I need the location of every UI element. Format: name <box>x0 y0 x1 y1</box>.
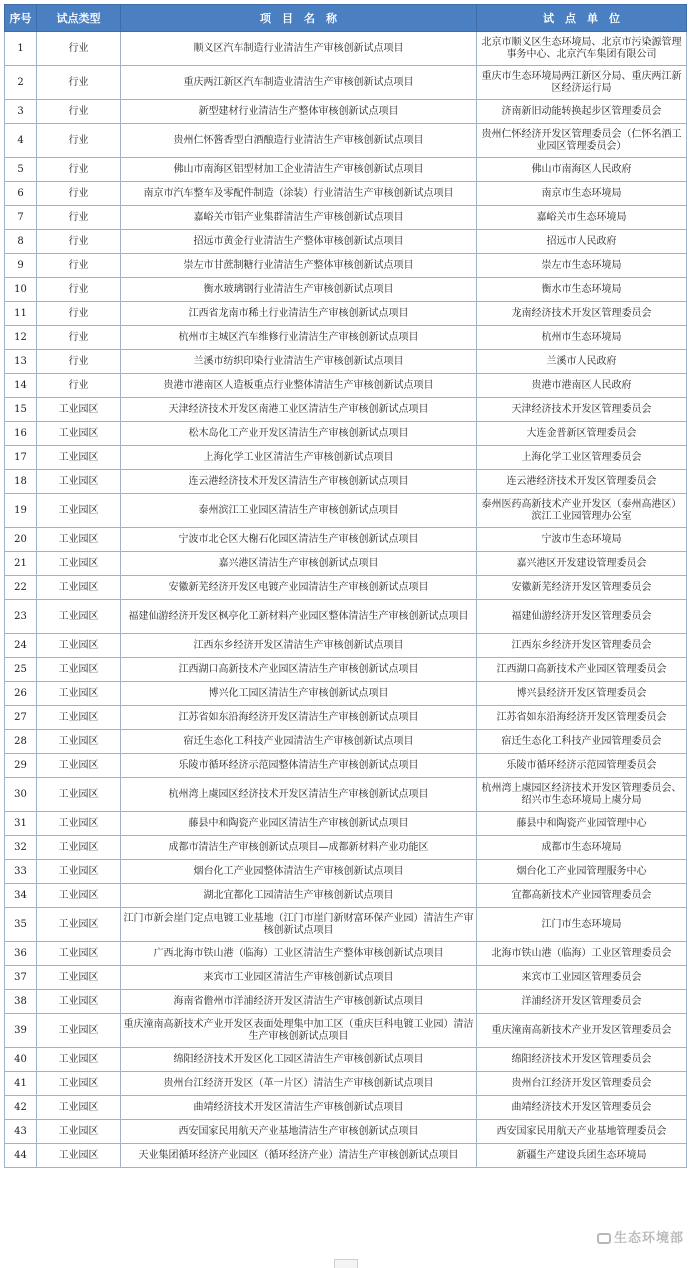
row-project-name: 上海化学工业区清洁生产审核创新试点项目 <box>121 446 477 470</box>
table-row <box>5 860 687 884</box>
row-type: 行业 <box>37 100 121 124</box>
row-project-name: 衡水玻璃钢行业清洁生产审核创新试点项目 <box>121 278 477 302</box>
row-type: 工业园区 <box>37 576 121 600</box>
row-no: 18 <box>5 470 37 494</box>
row-no: 23 <box>5 600 37 634</box>
row-type: 行业 <box>37 230 121 254</box>
row-type: 工业园区 <box>37 1072 121 1096</box>
row-unit: 连云港经济技术开发区管理委员会 <box>477 470 687 494</box>
row-project-name: 乐陵市循环经济示范园整体清洁生产审核创新试点项目 <box>121 754 477 778</box>
table-row <box>5 1144 687 1168</box>
table-row <box>5 908 687 942</box>
table-row <box>5 302 687 326</box>
row-unit: 洋浦经济开发区管理委员会 <box>477 990 687 1014</box>
row-project-name: 连云港经济技术开发区清洁生产审核创新试点项目 <box>121 470 477 494</box>
row-no: 24 <box>5 634 37 658</box>
row-unit: 杭州湾上虞园区经济技术开发区管理委员会、绍兴市生态环境局上虞分局 <box>477 778 687 812</box>
row-project-name: 佛山市南海区铝型材加工企业清洁生产审核创新试点项目 <box>121 158 477 182</box>
row-type: 工业园区 <box>37 470 121 494</box>
row-project-name: 来宾市工业园区清洁生产审核创新试点项目 <box>121 966 477 990</box>
row-no: 40 <box>5 1048 37 1072</box>
row-unit: 贵港市港南区人民政府 <box>477 374 687 398</box>
row-unit: 天津经济技术开发区管理委员会 <box>477 398 687 422</box>
table-row <box>5 836 687 860</box>
row-type: 行业 <box>37 66 121 100</box>
row-no: 15 <box>5 398 37 422</box>
table-body <box>5 32 687 1168</box>
row-no: 32 <box>5 836 37 860</box>
table-row <box>5 398 687 422</box>
row-project-name: 重庆潼南高新技术产业开发区表面处理集中加工区（重庆巨科电镀工业园）清洁生产审核创新试点项目 <box>121 1014 477 1048</box>
table-row <box>5 884 687 908</box>
table-row <box>5 278 687 302</box>
row-project-name: 福建仙游经济开发区枫亭化工新材料产业园区整体清洁生产审核创新试点项目 <box>121 600 477 634</box>
row-unit: 衡水市生态环境局 <box>477 278 687 302</box>
row-type: 工业园区 <box>37 860 121 884</box>
row-type: 工业园区 <box>37 990 121 1014</box>
row-no: 20 <box>5 528 37 552</box>
table-row <box>5 446 687 470</box>
row-unit: 江西湖口高新技术产业园区管理委员会 <box>477 658 687 682</box>
row-no: 38 <box>5 990 37 1014</box>
row-project-name: 广西北海市铁山港（临海）工业区清洁生产整体审核创新试点项目 <box>121 942 477 966</box>
row-unit: 博兴县经济开发区管理委员会 <box>477 682 687 706</box>
row-type: 工业园区 <box>37 422 121 446</box>
row-type: 行业 <box>37 32 121 66</box>
row-type: 工业园区 <box>37 682 121 706</box>
row-project-name: 宿迁生态化工科技产业园清洁生产审核创新试点项目 <box>121 730 477 754</box>
row-no: 13 <box>5 350 37 374</box>
row-project-name: 顺义区汽车制造行业清洁生产审核创新试点项目 <box>121 32 477 66</box>
row-type: 行业 <box>37 124 121 158</box>
table-row <box>5 254 687 278</box>
row-type: 行业 <box>37 302 121 326</box>
row-unit: 招远市人民政府 <box>477 230 687 254</box>
row-unit: 成都市生态环境局 <box>477 836 687 860</box>
row-unit: 西安国家民用航天产业基地管理委员会 <box>477 1120 687 1144</box>
row-project-name: 杭州湾上虞园区经济技术开发区清洁生产审核创新试点项目 <box>121 778 477 812</box>
row-unit: 宁波市生态环境局 <box>477 528 687 552</box>
row-no: 16 <box>5 422 37 446</box>
row-no: 4 <box>5 124 37 158</box>
row-unit: 江苏省如东沿海经济开发区管理委员会 <box>477 706 687 730</box>
row-unit: 绵阳经济技术开发区管理委员会 <box>477 1048 687 1072</box>
row-unit: 北京市顺义区生态环境局、北京市污染源管理事务中心、北京汽车集团有限公司 <box>477 32 687 66</box>
table-row <box>5 634 687 658</box>
row-project-name: 江门市新会崖门定点电镀工业基地（江门市崖门新财富环保产业园）清洁生产审核创新试点项目 <box>121 908 477 942</box>
row-unit: 来宾市工业园区管理委员会 <box>477 966 687 990</box>
row-no: 2 <box>5 66 37 100</box>
row-project-name: 西安国家民用航天产业基地清洁生产审核创新试点项目 <box>121 1120 477 1144</box>
row-no: 27 <box>5 706 37 730</box>
row-project-name: 新型建材行业清洁生产整体审核创新试点项目 <box>121 100 477 124</box>
row-unit: 重庆潼南高新技术产业开发区管理委员会 <box>477 1014 687 1048</box>
row-unit: 福建仙游经济开发区管理委员会 <box>477 600 687 634</box>
row-no: 36 <box>5 942 37 966</box>
row-no: 5 <box>5 158 37 182</box>
row-no: 25 <box>5 658 37 682</box>
table-row <box>5 326 687 350</box>
row-no: 3 <box>5 100 37 124</box>
row-project-name: 藤县中和陶瓷产业园区清洁生产审核创新试点项目 <box>121 812 477 836</box>
row-unit: 上海化学工业区管理委员会 <box>477 446 687 470</box>
row-type: 工业园区 <box>37 966 121 990</box>
row-no: 8 <box>5 230 37 254</box>
row-project-name: 招远市黄金行业清洁生产整体审核创新试点项目 <box>121 230 477 254</box>
row-project-name: 安徽新芜经济开发区电镀产业园清洁生产审核创新试点项目 <box>121 576 477 600</box>
row-no: 44 <box>5 1144 37 1168</box>
row-unit: 南京市生态环境局 <box>477 182 687 206</box>
table-row <box>5 230 687 254</box>
table-row <box>5 374 687 398</box>
row-project-name: 重庆两江新区汽车制造业清洁生产审核创新试点项目 <box>121 66 477 100</box>
row-no: 14 <box>5 374 37 398</box>
header-unit: 试 点 单 位 <box>477 5 687 32</box>
row-no: 26 <box>5 682 37 706</box>
row-project-name: 贵州台江经济开发区（革一片区）清洁生产审核创新试点项目 <box>121 1072 477 1096</box>
row-no: 42 <box>5 1096 37 1120</box>
row-unit: 安徽新芜经济开发区管理委员会 <box>477 576 687 600</box>
row-type: 行业 <box>37 182 121 206</box>
row-type: 工业园区 <box>37 634 121 658</box>
row-unit: 佛山市南海区人民政府 <box>477 158 687 182</box>
table-row <box>5 422 687 446</box>
table-row <box>5 600 687 634</box>
row-project-name: 贵港市港南区人造板重点行业整体清洁生产审核创新试点项目 <box>121 374 477 398</box>
row-no: 19 <box>5 494 37 528</box>
row-no: 28 <box>5 730 37 754</box>
row-type: 工业园区 <box>37 778 121 812</box>
row-unit: 崇左市生态环境局 <box>477 254 687 278</box>
row-unit: 宜都高新技术产业园管理委员会 <box>477 884 687 908</box>
row-project-name: 博兴化工园区清洁生产审核创新试点项目 <box>121 682 477 706</box>
row-unit: 乐陵市循环经济示范园管理委员会 <box>477 754 687 778</box>
row-unit: 藤县中和陶瓷产业园管理中心 <box>477 812 687 836</box>
row-unit: 大连金普新区管理委员会 <box>477 422 687 446</box>
table-row <box>5 528 687 552</box>
table-row <box>5 494 687 528</box>
table-row <box>5 350 687 374</box>
row-type: 行业 <box>37 374 121 398</box>
row-unit: 重庆市生态环境局两江新区分局、重庆两江新区经济运行局 <box>477 66 687 100</box>
row-unit: 济南新旧动能转换起步区管理委员会 <box>477 100 687 124</box>
row-unit: 北海市铁山港（临海）工业区管理委员会 <box>477 942 687 966</box>
row-no: 21 <box>5 552 37 576</box>
row-no: 35 <box>5 908 37 942</box>
row-type: 工业园区 <box>37 706 121 730</box>
row-project-name: 天津经济技术开发区南港工业区清洁生产审核创新试点项目 <box>121 398 477 422</box>
row-no: 11 <box>5 302 37 326</box>
row-project-name: 兰溪市纺织印染行业清洁生产审核创新试点项目 <box>121 350 477 374</box>
row-no: 6 <box>5 182 37 206</box>
table-row <box>5 706 687 730</box>
table-row <box>5 1014 687 1048</box>
row-type: 行业 <box>37 206 121 230</box>
row-type: 行业 <box>37 278 121 302</box>
row-type: 工业园区 <box>37 1120 121 1144</box>
header-type: 试点类型 <box>37 5 121 32</box>
row-no: 12 <box>5 326 37 350</box>
row-type: 工业园区 <box>37 884 121 908</box>
row-unit: 曲靖经济技术开发区管理委员会 <box>477 1096 687 1120</box>
row-type: 工业园区 <box>37 1048 121 1072</box>
row-no: 9 <box>5 254 37 278</box>
row-unit: 新疆生产建设兵团生态环境局 <box>477 1144 687 1168</box>
row-unit: 兰溪市人民政府 <box>477 350 687 374</box>
row-unit: 烟台化工产业园管理服务中心 <box>477 860 687 884</box>
row-unit: 嘉兴港区开发建设管理委员会 <box>477 552 687 576</box>
row-type: 工业园区 <box>37 754 121 778</box>
row-unit: 杭州市生态环境局 <box>477 326 687 350</box>
row-project-name: 泰州滨江工业园区清洁生产审核创新试点项目 <box>121 494 477 528</box>
row-unit: 嘉峪关市生态环境局 <box>477 206 687 230</box>
row-type: 工业园区 <box>37 600 121 634</box>
table-row <box>5 100 687 124</box>
row-project-name: 海南省儋州市洋浦经济开发区清洁生产审核创新试点项目 <box>121 990 477 1014</box>
row-no: 10 <box>5 278 37 302</box>
row-unit: 泰州医药高新技术产业开发区（泰州高港区）滨江工业园管理办公室 <box>477 494 687 528</box>
watermark <box>597 1227 684 1246</box>
row-type: 工业园区 <box>37 730 121 754</box>
table-row <box>5 1072 687 1096</box>
table-row <box>5 1096 687 1120</box>
row-no: 31 <box>5 812 37 836</box>
table-row <box>5 158 687 182</box>
row-no: 22 <box>5 576 37 600</box>
row-type: 工业园区 <box>37 552 121 576</box>
row-project-name: 江苏省如东沿海经济开发区清洁生产审核创新试点项目 <box>121 706 477 730</box>
row-no: 29 <box>5 754 37 778</box>
row-type: 行业 <box>37 158 121 182</box>
table-row <box>5 658 687 682</box>
row-type: 工业园区 <box>37 658 121 682</box>
table-row <box>5 576 687 600</box>
row-project-name: 松木岛化工产业开发区清洁生产审核创新试点项目 <box>121 422 477 446</box>
table-row <box>5 552 687 576</box>
row-unit: 龙南经济技术开发区管理委员会 <box>477 302 687 326</box>
table-row <box>5 182 687 206</box>
row-type: 工业园区 <box>37 942 121 966</box>
row-type: 工业园区 <box>37 1014 121 1048</box>
wechat-logo-icon <box>597 1233 611 1244</box>
row-project-name: 曲靖经济技术开发区清洁生产审核创新试点项目 <box>121 1096 477 1120</box>
row-project-name: 绵阳经济技术开发区化工园区清洁生产审核创新试点项目 <box>121 1048 477 1072</box>
row-no: 33 <box>5 860 37 884</box>
row-type: 工业园区 <box>37 836 121 860</box>
row-project-name: 贵州仁怀酱香型白酒酿造行业清洁生产审核创新试点项目 <box>121 124 477 158</box>
row-unit: 宿迁生态化工科技产业园管理委员会 <box>477 730 687 754</box>
row-unit: 江门市生态环境局 <box>477 908 687 942</box>
row-project-name: 崇左市甘蔗制糖行业清洁生产整体审核创新试点项目 <box>121 254 477 278</box>
watermark-text: 生态环境部 <box>613 1231 684 1246</box>
table-row <box>5 124 687 158</box>
row-no: 39 <box>5 1014 37 1048</box>
table-row <box>5 1120 687 1144</box>
table-row <box>5 66 687 100</box>
table-row <box>5 682 687 706</box>
table-row <box>5 754 687 778</box>
page-tab-handle[interactable] <box>334 1259 358 1268</box>
table-row <box>5 32 687 66</box>
table-row <box>5 730 687 754</box>
row-type: 工业园区 <box>37 1096 121 1120</box>
row-type: 工业园区 <box>37 528 121 552</box>
row-project-name: 嘉峪关市铝产业集群清洁生产审核创新试点项目 <box>121 206 477 230</box>
row-project-name: 嘉兴港区清洁生产审核创新试点项目 <box>121 552 477 576</box>
row-project-name: 湖北宜都化工园清洁生产审核创新试点项目 <box>121 884 477 908</box>
row-project-name: 成都市清洁生产审核创新试点项目—成都新材料产业功能区 <box>121 836 477 860</box>
table-row <box>5 1048 687 1072</box>
row-no: 30 <box>5 778 37 812</box>
row-type: 行业 <box>37 254 121 278</box>
row-no: 7 <box>5 206 37 230</box>
row-project-name: 江西省龙南市稀土行业清洁生产审核创新试点项目 <box>121 302 477 326</box>
row-type: 工业园区 <box>37 812 121 836</box>
table-row <box>5 206 687 230</box>
row-unit: 贵州仁怀经济开发区管理委员会（仁怀名酒工业园区管理委员会） <box>477 124 687 158</box>
table-row <box>5 942 687 966</box>
row-no: 37 <box>5 966 37 990</box>
pilot-projects-table <box>4 4 687 1168</box>
header-no: 序号 <box>5 5 37 32</box>
row-type: 行业 <box>37 326 121 350</box>
row-type: 工业园区 <box>37 908 121 942</box>
row-project-name: 南京市汽车整车及零配件制造（涂装）行业清洁生产审核创新试点项目 <box>121 182 477 206</box>
row-no: 34 <box>5 884 37 908</box>
table-row <box>5 778 687 812</box>
row-unit: 江西东乡经济开发区管理委员会 <box>477 634 687 658</box>
row-no: 1 <box>5 32 37 66</box>
table-row <box>5 990 687 1014</box>
row-type: 工业园区 <box>37 446 121 470</box>
row-no: 41 <box>5 1072 37 1096</box>
row-type: 工业园区 <box>37 398 121 422</box>
row-project-name: 天业集团循环经济产业园区（循环经济产业）清洁生产审核创新试点项目 <box>121 1144 477 1168</box>
row-project-name: 江西湖口高新技术产业园区清洁生产审核创新试点项目 <box>121 658 477 682</box>
header-project-name: 项 目 名 称 <box>121 5 477 32</box>
row-unit: 贵州台江经济开发区管理委员会 <box>477 1072 687 1096</box>
row-type: 工业园区 <box>37 494 121 528</box>
table-row <box>5 470 687 494</box>
table-header-row <box>5 5 687 32</box>
row-type: 工业园区 <box>37 1144 121 1168</box>
row-no: 43 <box>5 1120 37 1144</box>
row-project-name: 宁波市北仑区大榭石化园区清洁生产审核创新试点项目 <box>121 528 477 552</box>
row-no: 17 <box>5 446 37 470</box>
row-project-name: 江西东乡经济开发区清洁生产审核创新试点项目 <box>121 634 477 658</box>
table-row <box>5 966 687 990</box>
table-row <box>5 812 687 836</box>
row-project-name: 烟台化工产业园整体清洁生产审核创新试点项目 <box>121 860 477 884</box>
row-project-name: 杭州市主城区汽车维修行业清洁生产审核创新试点项目 <box>121 326 477 350</box>
row-type: 行业 <box>37 350 121 374</box>
